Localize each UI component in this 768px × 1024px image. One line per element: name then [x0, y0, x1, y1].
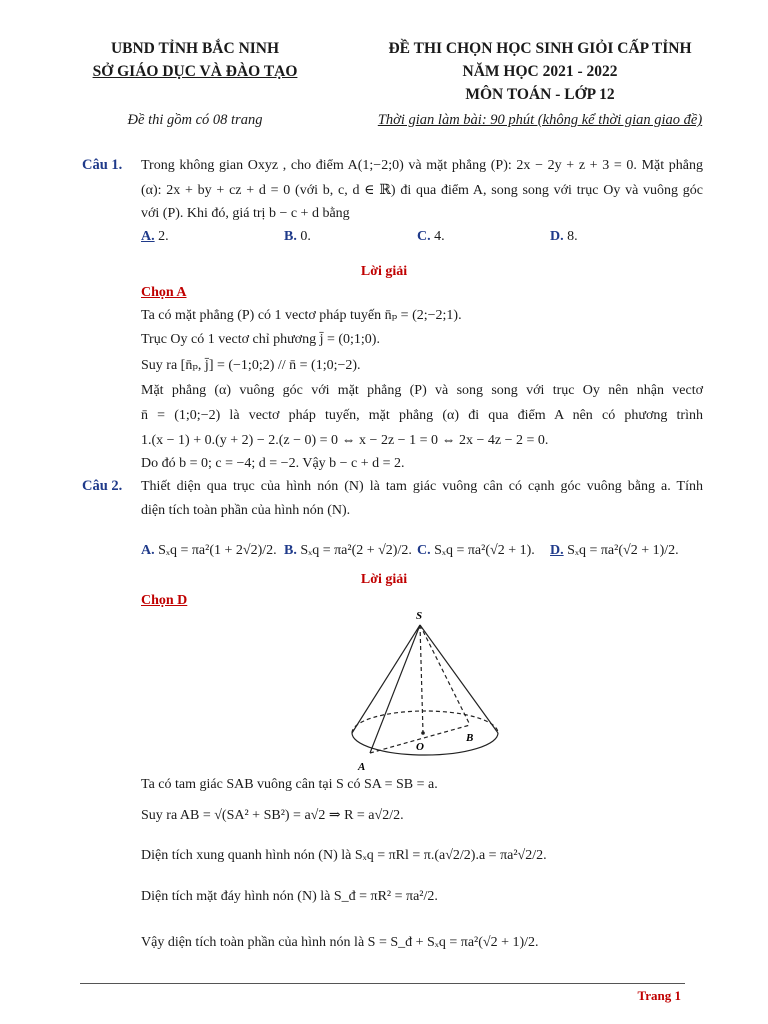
label-b: B	[466, 732, 474, 744]
solution-line: Ta có mặt phẳng (P) có 1 vectơ pháp tuyến n̄ₚ = (2;−2;1).	[141, 308, 462, 323]
cone-left-side	[352, 625, 420, 733]
footer-divider	[80, 983, 685, 984]
page-number: Trang 1	[637, 988, 681, 1003]
solution-title: Lời giải	[360, 264, 408, 279]
header-right-note: Thời gian làm bài: 90 phút (không kể thời gian giao đề)	[377, 112, 703, 128]
solution-line: Do đó b = 0; c = −4; d = −2. Vậy b − c + d = 2.	[141, 456, 405, 471]
label-o: O	[416, 741, 424, 753]
solution-title: Lời giải	[360, 572, 408, 587]
label-s: S	[416, 610, 423, 622]
center-point	[421, 731, 425, 735]
header-right-line2: NĂM HỌC 2021 - 2022	[462, 63, 618, 80]
cone-right-side	[420, 625, 498, 733]
segment-sb	[420, 625, 470, 725]
q2-option-d: D. Sₓq = πa²(√2 + 1)/2.	[550, 543, 679, 558]
cone-axis	[420, 625, 423, 733]
question-1-label: Câu 1.	[82, 157, 123, 173]
label-a: A	[358, 761, 366, 773]
question-1-text: (α): 2x + by + cz + d = 0 (với b, c, d ∈ ℝ) đi qua điểm A, song song với trục Oy và vuông góc	[141, 183, 703, 198]
header-left-line1: UBND TỈNH BẮC NINH	[110, 40, 280, 57]
question-2-text: diện tích toàn phần của hình nón (N).	[141, 503, 351, 518]
solution-line: Trục Oy có 1 vectơ chỉ phương j̄ = (0;1;0).	[141, 332, 380, 347]
header-right-line3: MÔN TOÁN - LỚP 12	[465, 86, 615, 103]
question-1-text: Trong không gian Oxyz , cho điểm A(1;−2;0) và mặt phẳng (P): 2x − 2y + z + 3 = 0. Mặt phẳng	[141, 158, 703, 173]
solution-line: Suy ra [n̄ₚ, j̄] = (−1;0;2) // n̄ = (1;0;−2).	[141, 358, 361, 373]
header-right-line1: ĐỀ THI CHỌN HỌC SINH GIỎI CẤP TỈNH	[388, 40, 692, 57]
cone-figure	[340, 605, 520, 775]
solution-line: Suy ra AB = √(SA² + SB²) = a√2 ⇒ R = a√2/2.	[141, 808, 404, 823]
question-1-text: với (P). Khi đó, giá trị b − c + d bằng	[141, 206, 350, 221]
solution-line: Diện tích mặt đáy hình nón (N) là S_đ = πR² = πa²/2.	[141, 889, 438, 904]
segment-sa	[370, 625, 420, 753]
answer-choice: Chọn A	[141, 285, 187, 300]
solution-line: Diện tích xung quanh hình nón (N) là Sₓq = πRl = π.(a√2/2).a = πa²√2/2.	[141, 848, 547, 863]
header-left-note: Đề thi gồm có 08 trang	[127, 112, 263, 128]
q2-option-a: A. Sₓq = πa²(1 + 2√2)/2.	[141, 543, 277, 558]
solution-line: Vậy diện tích toàn phần của hình nón là S = S_đ + Sₓq = πa²(√2 + 1)/2.	[141, 935, 539, 950]
answer-choice: Chọn D	[141, 593, 188, 608]
header-left-line2: SỞ GIÁO DỤC VÀ ĐÀO TẠO	[92, 63, 298, 80]
solution-line: 1.(x − 1) + 0.(y + 2) − 2.(z − 0) = 0 ⇔ x − 2z − 1 = 0 ⇔ 2x − 4z − 2 = 0.	[141, 433, 549, 448]
q2-option-b: B. Sₓq = πa²(2 + √2)/2.	[284, 543, 412, 558]
cone-base-back	[352, 711, 498, 733]
q1-option-c: C. 4.	[417, 229, 445, 244]
solution-line: n̄ = (1;0;−2) là vectơ pháp tuyến, mặt phẳng (α) đi qua điểm A nên có phương trình	[141, 408, 703, 423]
question-2-text: Thiết diện qua trục của hình nón (N) là tam giác vuông cân có cạnh góc vuông bằng a. Tính	[141, 479, 703, 494]
q2-option-c: C. Sₓq = πa²(√2 + 1).	[417, 543, 535, 558]
solution-line: Ta có tam giác SAB vuông cân tại S có SA = SB = a.	[141, 777, 438, 792]
question-2-label: Câu 2.	[82, 478, 123, 494]
solution-line: Mặt phẳng (α) vuông góc với mặt phẳng (P) và song song với trục Oy nên nhận vectơ	[141, 383, 703, 398]
q1-option-b: B. 0.	[284, 229, 311, 244]
q1-option-d: D. 8.	[550, 229, 578, 244]
q1-option-a: A. 2.	[141, 229, 169, 244]
